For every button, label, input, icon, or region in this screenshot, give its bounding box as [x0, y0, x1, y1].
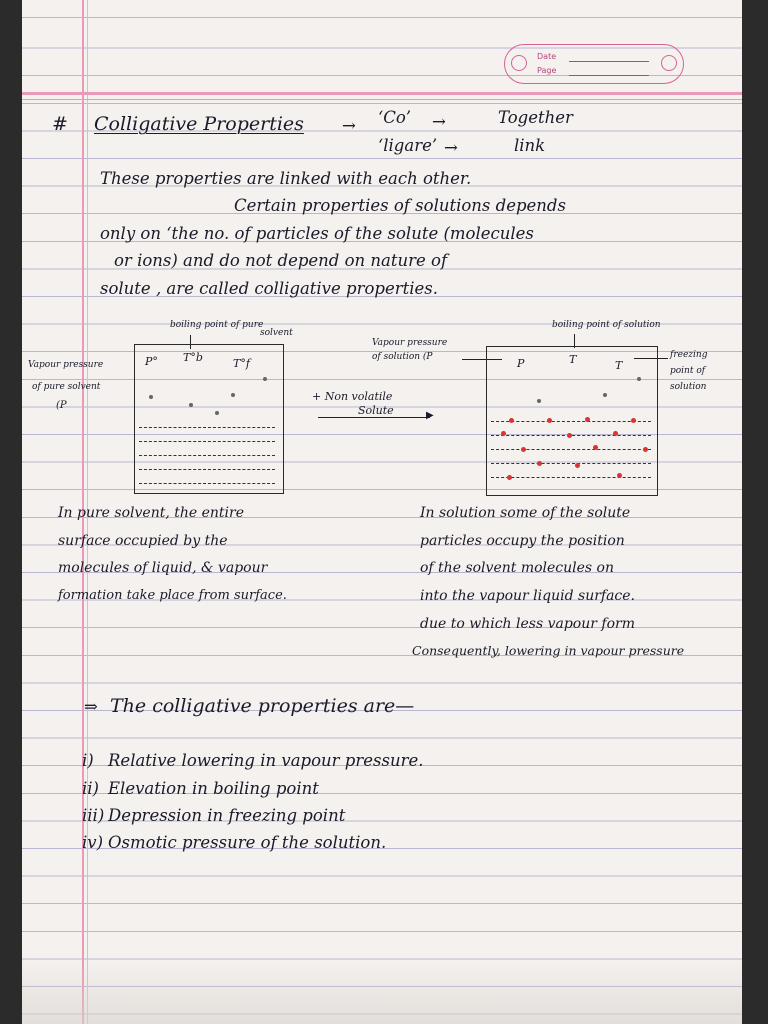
- title-arrow-3: →: [444, 138, 458, 157]
- solute-particle: [521, 447, 526, 452]
- right-para-line-3: of the solvent molecules on: [420, 560, 614, 576]
- intro-line-2: Certain properties of solutions depends: [234, 196, 566, 215]
- solute-particle: [507, 475, 512, 480]
- solute-particle: [593, 445, 598, 450]
- title-arrow-2: →: [432, 112, 446, 131]
- list-intro-arrow-icon: ⇒: [84, 697, 98, 716]
- list-item-3-text: Depression in freezing point: [108, 806, 346, 825]
- solute-particle: [643, 447, 648, 452]
- solvent-line: [139, 483, 275, 485]
- solution-line: [491, 449, 651, 451]
- date-label: Date: [537, 52, 557, 61]
- solute-particle: [631, 418, 636, 423]
- list-intro: The colligative properties are—: [110, 695, 415, 717]
- header-rule-thin: [22, 99, 742, 100]
- freezing-label-3: solution: [670, 382, 707, 392]
- title-ligare: ‘ligare’: [378, 136, 438, 155]
- solution-line: [491, 421, 651, 423]
- list-item-1-num: i): [82, 751, 94, 770]
- right-vp-label-1: Vapour pressure: [372, 338, 448, 348]
- list-item-4-text: Osmotic pressure of the solution.: [108, 833, 387, 852]
- vapour-dot: [537, 399, 541, 403]
- page-label: Page: [537, 66, 557, 75]
- right-boiling-label: boiling point of solution: [552, 320, 661, 330]
- left-boiling-label: boiling point of pure: [170, 320, 264, 330]
- right-para-line-2: particles occupy the position: [420, 533, 625, 549]
- header-rule: [22, 92, 742, 95]
- solution-container: [486, 346, 658, 496]
- title-co: ‘Co’: [378, 108, 412, 127]
- solvent-line: [139, 455, 275, 457]
- date-box-right-ornament-icon: [661, 55, 677, 71]
- date-page-box: [504, 44, 684, 84]
- add-solute-arrow: [318, 417, 430, 418]
- freezing-label-1: freezing: [670, 350, 708, 360]
- vapour-dot: [263, 377, 267, 381]
- intro-line-1: These properties are linked with each other.: [100, 169, 472, 188]
- solution-line: [491, 477, 651, 479]
- notebook-page: [22, 0, 742, 1024]
- add-solute-arrowhead-icon: ▶: [426, 410, 434, 421]
- solution-line: [491, 463, 651, 465]
- list-item-4-num: iv): [82, 833, 104, 852]
- title-together: Together: [498, 108, 573, 127]
- title-heading: Colligative Properties: [94, 113, 304, 135]
- list-item-2-num: ii): [82, 779, 99, 798]
- solvent-line: [139, 469, 275, 471]
- vapour-dot: [189, 403, 193, 407]
- non-volatile-label: + Non volatile: [312, 390, 393, 403]
- left-para-line-2: surface occupied by the: [58, 533, 228, 549]
- p0-label: P°: [145, 355, 158, 368]
- date-box-left-ornament-icon: [511, 55, 527, 71]
- tf0-label: T°f: [233, 357, 250, 370]
- tb0-label: T°b: [183, 351, 203, 364]
- solute-particle: [509, 418, 514, 423]
- vapour-dot: [149, 395, 153, 399]
- solute-particle: [585, 417, 590, 422]
- date-line: [569, 61, 649, 62]
- title-hash: #: [52, 113, 68, 135]
- left-vp-label-3: (P: [56, 400, 67, 411]
- intro-line-5: solute , are called colligative properties.: [100, 279, 439, 298]
- right-para-line-4: into the vapour liquid surface.: [420, 588, 636, 604]
- solute-particle: [613, 431, 618, 436]
- list-item-3-num: iii): [82, 806, 105, 825]
- list-item-1-text: Relative lowering in vapour pressure.: [108, 751, 424, 770]
- solvent-line: [139, 427, 275, 429]
- title-link: link: [514, 136, 546, 155]
- left-vp-label-2: of pure solvent: [32, 382, 101, 392]
- vapour-dot: [603, 393, 607, 397]
- left-vp-label-1: Vapour pressure: [28, 360, 104, 370]
- solute-particle: [567, 433, 572, 438]
- tb-label: T: [569, 353, 577, 366]
- left-para-line-4: formation take place from surface.: [58, 588, 287, 603]
- list-item-2-text: Elevation in boiling point: [108, 779, 319, 798]
- freezing-label-2: point of: [670, 366, 706, 376]
- page-line: [569, 75, 649, 76]
- intro-line-4: or ions) and do not depend on nature of: [114, 251, 448, 270]
- page-bottom-shadow: [22, 960, 742, 1024]
- tf-label: T: [615, 359, 623, 372]
- intro-line-3: only on ‘the no. of particles of the solute (molecules: [100, 224, 534, 243]
- vapour-dot: [215, 411, 219, 415]
- right-para-line-5: due to which less vapour form: [420, 616, 635, 632]
- left-para-line-3: molecules of liquid, & vapour: [58, 560, 268, 576]
- pure-solvent-container: [134, 344, 284, 494]
- right-para-line-1: In solution some of the solute: [420, 505, 631, 521]
- solute-particle: [501, 431, 506, 436]
- p1-label: P: [517, 357, 525, 370]
- solvent-line: [139, 441, 275, 443]
- solute-particle: [617, 473, 622, 478]
- solute-label: Solute: [358, 404, 394, 417]
- title-arrow-1: →: [342, 116, 356, 135]
- solute-particle: [575, 463, 580, 468]
- right-vp-label-2: of solution (P: [372, 352, 433, 362]
- solute-particle: [537, 461, 542, 466]
- left-para-line-1: In pure solvent, the entire: [58, 505, 244, 521]
- vapour-dot: [637, 377, 641, 381]
- solute-particle: [547, 418, 552, 423]
- left-boiling-label-2: solvent: [260, 328, 293, 338]
- vapour-dot: [231, 393, 235, 397]
- right-para-line-6: Consequently, lowering in vapour pressure: [412, 643, 685, 658]
